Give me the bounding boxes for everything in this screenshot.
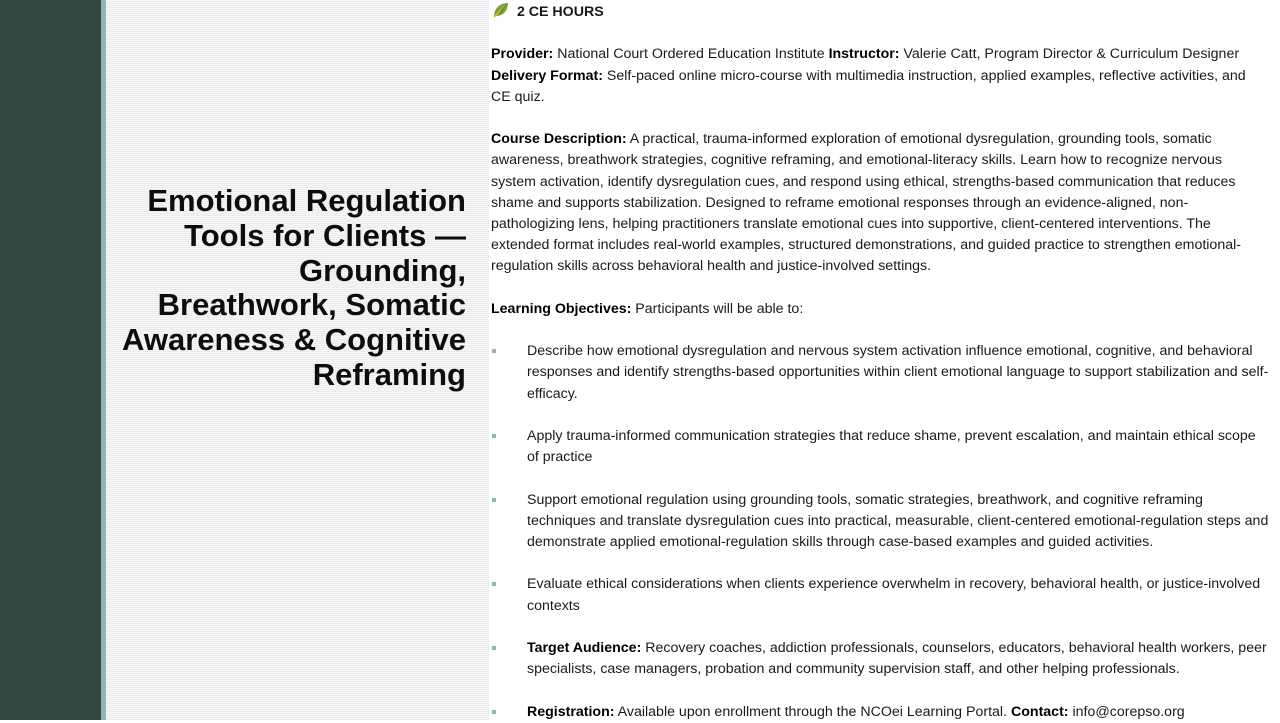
ce-hours-label: 2 CE HOURS <box>516 4 604 20</box>
title-panel <box>106 0 489 720</box>
bullet-icon <box>492 710 496 714</box>
course-description <box>491 129 1269 277</box>
list-item <box>491 490 1269 554</box>
course-details <box>491 1 1269 723</box>
description-label: Course Description: <box>491 131 627 148</box>
bullet-icon <box>492 498 496 502</box>
objective-text: Apply trauma-informed communication strategies that reduce shame, prevent escalation, and maintain ethical scope of practice <box>527 427 1256 466</box>
objective-text: Support emotional regulation using grounding tools, somatic strategies, breathwork, and cognitive reframing techniques and translate dysregulation cues into practical, measurable, client-centered emotional-regulation steps and demonstrate applied emotional-regulation skills through case-based examples and guided activities. <box>527 491 1269 550</box>
provider-label: Provider: <box>491 46 554 63</box>
list-item <box>491 426 1269 468</box>
bullet-icon <box>492 434 496 438</box>
bullet-icon <box>492 646 496 650</box>
description-value: A practical, trauma-informed exploration of emotional dysregulation, grounding tools, somatic awareness, breathwork strategies, cognitive reframing, and emotional-literacy skills. Learn how to recognize nervous system activation, identify dysregulation cues, and respond using ethical, strengths-based communication that reduces shame and supports stabilization. Designed to reframe emotional responses through an evidence-aligned, non-pathologizing lens, helping practitioners translate emotional cues into supportive, client-centered interventions. The extended format includes real-world examples, structured demonstrations, and guided practice to strengthen emotional-regulation skills across behavioral health and justice-involved settings. <box>491 131 1241 275</box>
course-title: Emotional Regulation Tools for Clients — Grounding, Breathwork, Somatic Awareness & Cognitive Reframing <box>122 183 466 392</box>
registration-value: Available upon enrollment through the NCOei Learning Portal. <box>617 703 1008 720</box>
objectives-label: Learning Objectives: <box>491 300 632 317</box>
instructor-value: Valerie Catt, Program Director & Curriculum Designer <box>903 46 1240 63</box>
objectives-intro: Participants will be able to: <box>635 300 804 317</box>
instructor-label: Instructor: <box>828 46 900 63</box>
delivery-label: Delivery Format: <box>491 67 603 84</box>
learning-objectives-intro <box>491 299 1269 320</box>
leaf-icon <box>491 1 513 19</box>
list-item <box>491 341 1269 405</box>
registration-label: Registration: <box>527 703 615 720</box>
list-item <box>491 574 1269 616</box>
ce-hours <box>491 1 1269 23</box>
bullet-icon <box>492 582 496 586</box>
provider-instructor-line <box>491 44 1269 65</box>
objectives-list <box>491 341 1269 723</box>
bullet-icon <box>492 349 496 353</box>
contact-email[interactable]: info@corepso.org <box>1072 703 1185 720</box>
objective-text: Describe how emotional dysregulation and nervous system activation influence emotional, cognitive, and behavioral responses and identify strengths-based opportunities within client emotional language to support stabilization and self-efficacy. <box>527 343 1269 402</box>
objective-text: Evaluate ethical considerations when clients experience overwhelm in recovery, behavioral health, or justice-involved contexts <box>527 576 1261 614</box>
delivery-format <box>491 66 1269 108</box>
list-item <box>491 638 1269 680</box>
audience-value: Recovery coaches, addiction professionals, counselors, educators, behavioral health workers, peer specialists, case managers, probation and community supervision staff, and other helping professionals. <box>527 639 1267 678</box>
slide-side-bar <box>0 0 101 720</box>
delivery-value: Self-paced online micro-course with multimedia instruction, applied examples, reflective activities, and CE quiz. <box>491 67 1246 105</box>
contact-label: Contact: <box>1010 703 1069 720</box>
provider-value: National Court Ordered Education Institute <box>557 46 825 63</box>
audience-label: Target Audience: <box>527 639 642 656</box>
